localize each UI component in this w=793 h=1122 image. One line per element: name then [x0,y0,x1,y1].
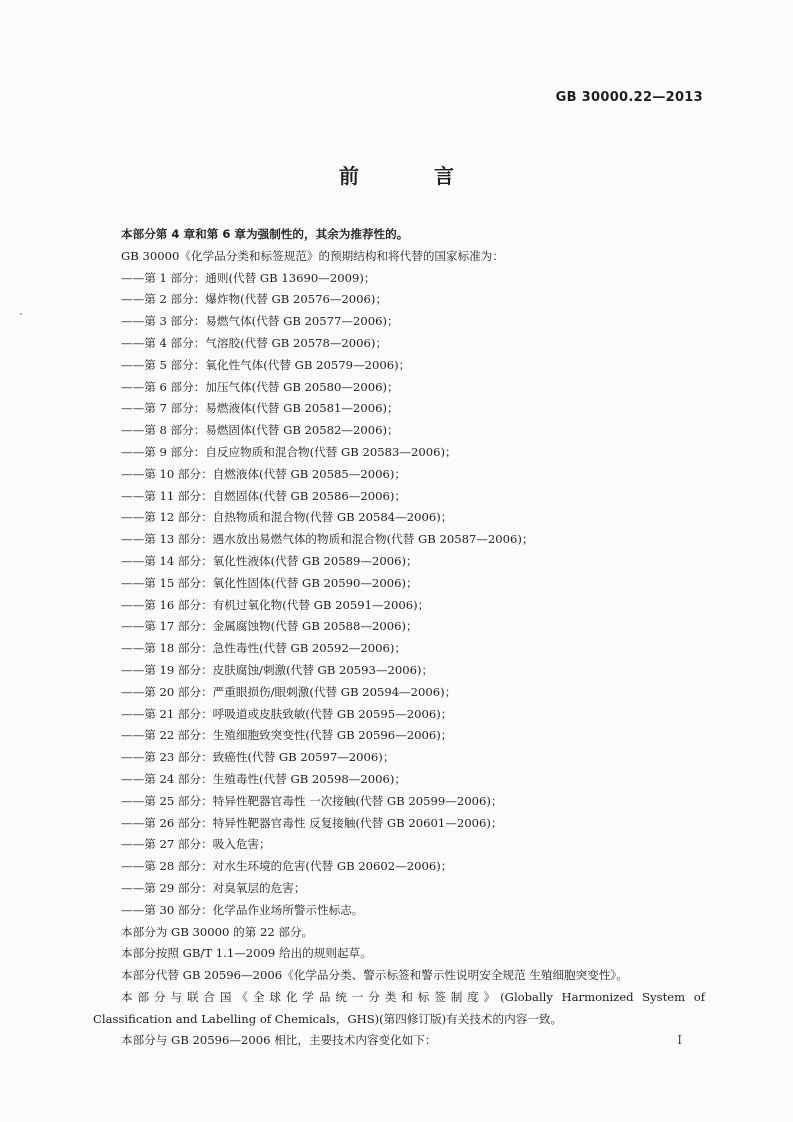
list-item: ——第 14 部分：氧化性液体(代替 GB 20589—2006)； [121,553,418,568]
foreword-body [93,224,705,1052]
changes-intro: 本部分与 GB 20596—2006 相比，主要技术内容变化如下： [121,1033,437,1048]
list-item: ——第 22 部分：生殖细胞致突变性(代替 GB 20596—2006)； [121,728,453,743]
list-item: ——第 9 部分：自反应物质和混合物(代替 GB 20583—2006)； [121,444,457,459]
list-item: ——第 2 部分：爆炸物(代替 GB 20576—2006)； [121,292,388,307]
ghs-statement-line-2: Classification and Labelling of Chemicals，GHS)(第四修订版)有关技术的内容一致。 [93,1011,563,1026]
list-item: ——第 10 部分：自燃液体(代替 GB 20585—2006)； [121,466,407,481]
list-item: ——第 6 部分：加压气体(代替 GB 20580—2006)； [121,379,399,394]
list-item: ——第 4 部分：气溶胶(代替 GB 20578—2006)； [121,335,388,350]
list-item: ——第 27 部分：吸入危害； [121,837,271,852]
part-statement: 本部分为 GB 30000 的第 22 部分。 [121,924,314,939]
list-item: ——第 13 部分：遇水放出易燃气体的物质和混合物(代替 GB 20587—2006)； [121,532,534,547]
list-item: ——第 17 部分：金属腐蚀物(代替 GB 20588—2006)； [121,619,418,634]
list-item: ——第 12 部分：自热物质和混合物(代替 GB 20584—2006)； [121,510,453,525]
scan-speck [20,313,22,315]
list-item: ——第 8 部分：易燃固体(代替 GB 20582—2006)； [121,423,399,438]
standard-number: GB 30000.22—2013 [555,90,703,105]
list-item: ——第 7 部分：易燃液体(代替 GB 20581—2006)； [121,401,399,416]
page-title: 前 言 [339,164,488,188]
page-number: I [677,1033,682,1047]
list-item: ——第 30 部分：化学品作业场所警示性标志。 [121,902,364,917]
list-item: ——第 11 部分：自燃固体(代替 GB 20586—2006)； [121,488,407,503]
parts-list [93,268,705,922]
list-item: ——第 20 部分：严重眼损伤/眼刺激(代替 GB 20594—2006)； [121,684,457,699]
list-item: ——第 3 部分：易燃气体(代替 GB 20577—2006)； [121,314,399,329]
list-item: ——第 28 部分：对水生环境的危害(代替 GB 20602—2006)； [121,859,453,874]
replacement-statement: 本部分代替 GB 20596—2006《化学品分类、警示标签和警示性说明安全规范 生殖细胞突变性》。 [121,968,628,983]
list-item: ——第 26 部分：特异性靶器官毒性 反复接触(代替 GB 20601—2006)； [121,815,503,830]
list-item: ——第 29 部分：对臭氧层的危害； [121,880,306,895]
drafting-rule-statement: 本部分按照 GB/T 1.1—2009 给出的规则起草。 [121,946,372,961]
list-item: ——第 25 部分：特异性靶器官毒性 一次接触(代替 GB 20599—2006)； [121,793,503,808]
list-item: ——第 1 部分：通则(代替 GB 13690—2009)； [121,270,376,285]
list-item: ——第 5 部分：氧化性气体(代替 GB 20579—2006)； [121,357,411,372]
list-item: ——第 23 部分：致癌性(代替 GB 20597—2006)； [121,750,395,765]
list-item: ——第 16 部分：有机过氧化物(代替 GB 20591—2006)； [121,597,430,612]
structure-intro: GB 30000《化学品分类和标签规范》的预期结构和将代替的国家标准为： [121,248,504,263]
list-item: ——第 18 部分：急性毒性(代替 GB 20592—2006)； [121,641,407,656]
list-item: ——第 15 部分：氧化性固体(代替 GB 20590—2006)； [121,575,418,590]
mandatory-statement: 本部分第 4 章和第 6 章为强制性的，其余为推荐性的。 [121,227,409,241]
list-item: ——第 21 部分：呼吸道或皮肤致敏(代替 GB 20595—2006)； [121,706,453,721]
list-item: ——第 24 部分：生殖毒性(代替 GB 20598—2006)； [121,771,407,786]
list-item: ——第 19 部分：皮肤腐蚀/刺激(代替 GB 20593—2006)； [121,662,434,677]
ghs-statement-line-1: 本部分与联合国《全球化学品统一分类和标签制度》(Globally Harmonized System of [121,989,705,1004]
